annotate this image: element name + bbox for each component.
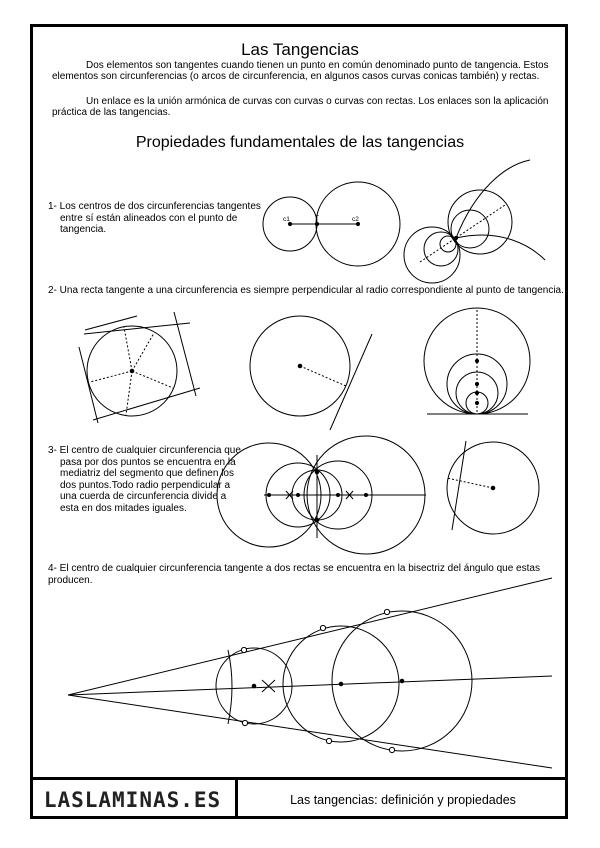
figure-1a-tangent-circles xyxy=(263,182,400,266)
property-3-text: 3- El centro de cualquier circunferencia que pasa por dos puntos se encuentra en la mediatriz del segmento que definen los dos puntos.Todo radio perpendicular a una cuerda de circunferencia divide a esta en dos mitades iguales. xyxy=(48,445,241,514)
label-c2: c2 xyxy=(352,216,359,223)
figure-1b-tangent-family xyxy=(404,160,545,283)
footer xyxy=(30,777,568,819)
figure-2a-inscribed-polygon xyxy=(79,312,200,423)
figure-2b-circle-tangent-line xyxy=(250,316,372,430)
label-t: T xyxy=(315,215,319,222)
property-2-text: 2- Una recta tangente a una circunferencia es siempre perpendicular al radio correspondiente al punto de tangencia. xyxy=(48,285,564,296)
footer-logo: LASLAMINAS.ES xyxy=(30,780,238,819)
figure-2c-nested-tangent-circles xyxy=(424,308,530,414)
label-c1: c1 xyxy=(283,216,290,223)
intro-paragraph-2: Un enlace es la unión armónica de curvas con curvas o curvas con rectas. Los enlaces son la aplicación práctica de las tangencias. xyxy=(52,96,549,118)
figure-3b-chord-perpendicular-radius xyxy=(447,441,539,534)
section-subtitle: Propiedades fundamentales de las tangencias xyxy=(135,134,465,151)
figure-4-angle-bisector-circles xyxy=(68,578,552,768)
intro-paragraph-1: Dos elementos son tangentes cuando tienen un punto en común denominado punto de tangencia. Estos elementos son circunferencias (o arcos de circunferencia, en algunos casos curvas conicas también) y rectas. xyxy=(52,60,549,82)
property-4-text: 4- El centro de cualquier circunferencia tangente a dos rectas se encuentra en la bisectriz del ángulo que estas producen. xyxy=(48,563,540,586)
figure-3a-circles-through-two-points xyxy=(217,436,426,554)
footer-caption: Las tangencias: definición y propiedades xyxy=(290,792,516,807)
page-title: Las Tangencias xyxy=(241,40,359,59)
property-1-text: 1- Los centros de dos circunferencias tangentes entre sí están alineados con el punto de tangencia. xyxy=(48,201,261,235)
